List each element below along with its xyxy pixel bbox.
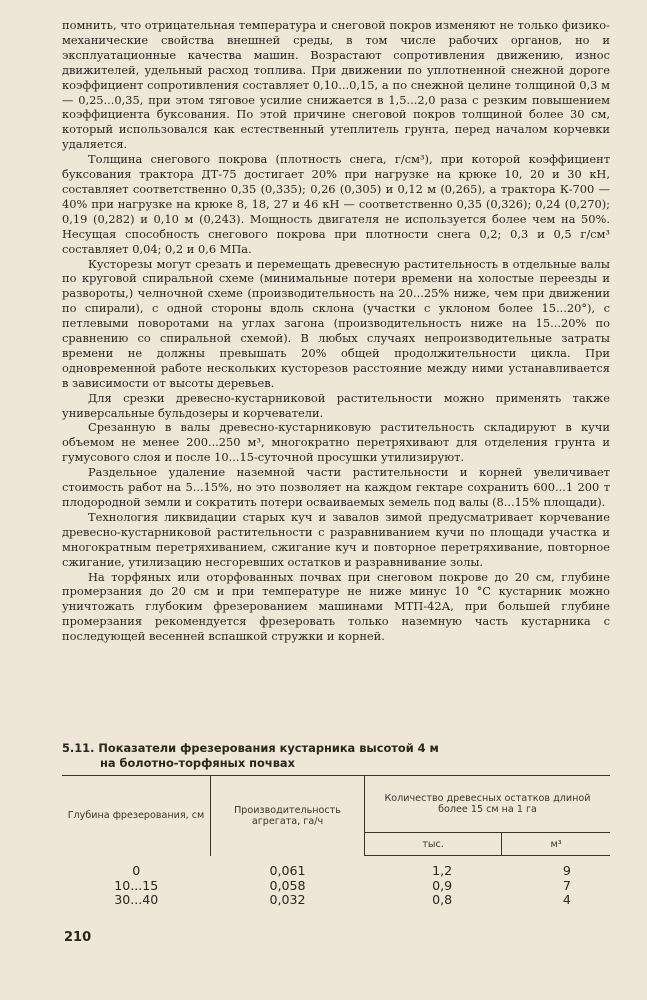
body-text — [62, 18, 610, 644]
cell-depth: 0 — [132, 862, 141, 878]
cell-thousand: 0,8 — [432, 892, 453, 908]
cell-m3: 4 — [562, 892, 571, 908]
header-productivity: Производительность агрегата, га/ч — [211, 776, 365, 856]
cell-productivity: 0,058 — [269, 877, 306, 893]
paragraph-brush-cutters: Кусторезы могут срезать и перемещать древесную растительность в отдельные валы по круговой спиральной схеме (минимальные потери времени на холостые переезды и развороты,) челночной схеме (производительность на 20...25% ниже, чем при движении по спирали), с одной стороны вдоль склона (участки с уклоном более 15...20°), с петлевыми поворотами на углах загона (производительность ниже на 15...20% по сравнению со спиральной схемой). В любых случаях непроизводительные затраты времени не должны превышать 20% общей продолжительности цикла. При одновременной работе нескольких кусторезов расстояние между ними устанавливается в зависимости от высоты деревьев. — [62, 256, 610, 390]
paragraph-winter-technology: Технология ликвидации старых куч и завалов зимой предусматривает корчевание древесно-кустарниковой растительности с разравниванием кучи по площади участка и многократным перетряхиванием, сжигание куч и повторное перетряхивание, повторное сжигание, утилизацию несгоревших остатков и разравнивание золы. — [62, 509, 610, 569]
table-row — [62, 856, 610, 879]
page-number: 210 — [64, 930, 92, 945]
cell-m3: 9 — [562, 863, 571, 878]
milling-table — [62, 775, 610, 908]
cell-depth: 30...40 — [114, 892, 159, 908]
header-residues: Количество древесных остатков длиной более 15 см на 1 га — [365, 776, 611, 833]
cell-m3: 7 — [562, 877, 571, 893]
cell-depth: 10...15 — [114, 877, 159, 893]
table-caption — [62, 741, 610, 771]
paragraph-snow-depth: Толщина снегового покрова (плотность снега, г/см³), при которой коэффициент буксования трактора ДТ-75 достигает 20% при нагрузке на крюке 10, 20 и 30 кН, составляет соответственно 0,35 (0,335); 0,26 (0,305) и 0,12 м (0,265), а трактора К-700 — 40% при нагрузке на крюке 8, 18, 27 и 46 кН — соответственно 0,35 (0,326); 0,24 (0,270); 0,19 (0,282) и 0,10 м (0,243). Мощность двигателя не используется более чем на 50%. Несущая способность снегового покрова при плотности снега 0,2; 0,3 и 0,5 г/см³ составляет 0,04; 0,2 и 0,6 МПа. — [62, 152, 610, 256]
header-depth: Глубина фрезерования, см — [62, 776, 211, 856]
cell-thousand: 1,2 — [432, 863, 453, 878]
cell-productivity: 0,032 — [269, 892, 306, 908]
header-thousand: тыс. — [365, 833, 502, 856]
table-caption-line1: 5.11. Показатели фрезерования кустарника высотой 4 м — [62, 741, 439, 755]
cell-thousand: 0,9 — [432, 877, 453, 893]
paragraph-piles: Срезанную в валы древесно-кустарниковую растительность складируют в кучи объемом не менее 200...250 м³, многократно перетряхивают для отделения грунта и гумусового слоя и после 10...15-суточной просушки утилизируют. — [62, 420, 610, 465]
header-m3: м³ — [502, 833, 610, 856]
cell-productivity: 0,061 — [269, 862, 306, 878]
table-row — [62, 879, 610, 894]
paragraph-continued: помнить, что отрицательная температура и снеговой покров изменяют не только физико-механические свойства внешней среды, в том числе рабочих органов, но и эксплуатационные качества машин. Возрастают сопротивления движению, износ движителей, удельный расход топлива. При движении по уплотненной снежной дороге коэффициент сопротивления составляет 0,10...0,15, а по снежной целине толщиной 0,3 м — 0,25...0,35, при этом тяговое усилие снижается в 1,5...2,0 раза с резким повышением коэффициента буксования. По этой причине снеговой покров толщиной более 30 см, который использовался как естественный утеплитель грунта, перед началом корчевки удаляется. — [62, 18, 610, 152]
paragraph-peat-soils: На торфяных или оторфованных почвах при снеговом покрове до 20 см, глубине промерзания до 20 см и при температуре не ниже минус 10 °С кустарник можно уничтожать глубоким фрезерованием машинами МТП-42А, при большей глубине промерзания рекомендуется фрезеровать только наземную часть кустарника с последующей весенней вспашкой стружки и корней. — [62, 569, 610, 644]
table-row — [62, 893, 610, 908]
paragraph-separate-removal: Раздельное удаление наземной части растительности и корней увеличивает стоимость работ на 5...15%, но это позволяет на каждом гектаре сохранить 600...1 200 т плодородной земли и сократить потери осваиваемых земель под валы (8...15% площади). — [62, 465, 610, 509]
paragraph-bulldozers: Для срезки древесно-кустарниковой растительности можно применять также универсальные бульдозеры и корчеватели. — [62, 390, 610, 420]
table-caption-line2: на болотно-торфяных почвах — [100, 756, 295, 770]
